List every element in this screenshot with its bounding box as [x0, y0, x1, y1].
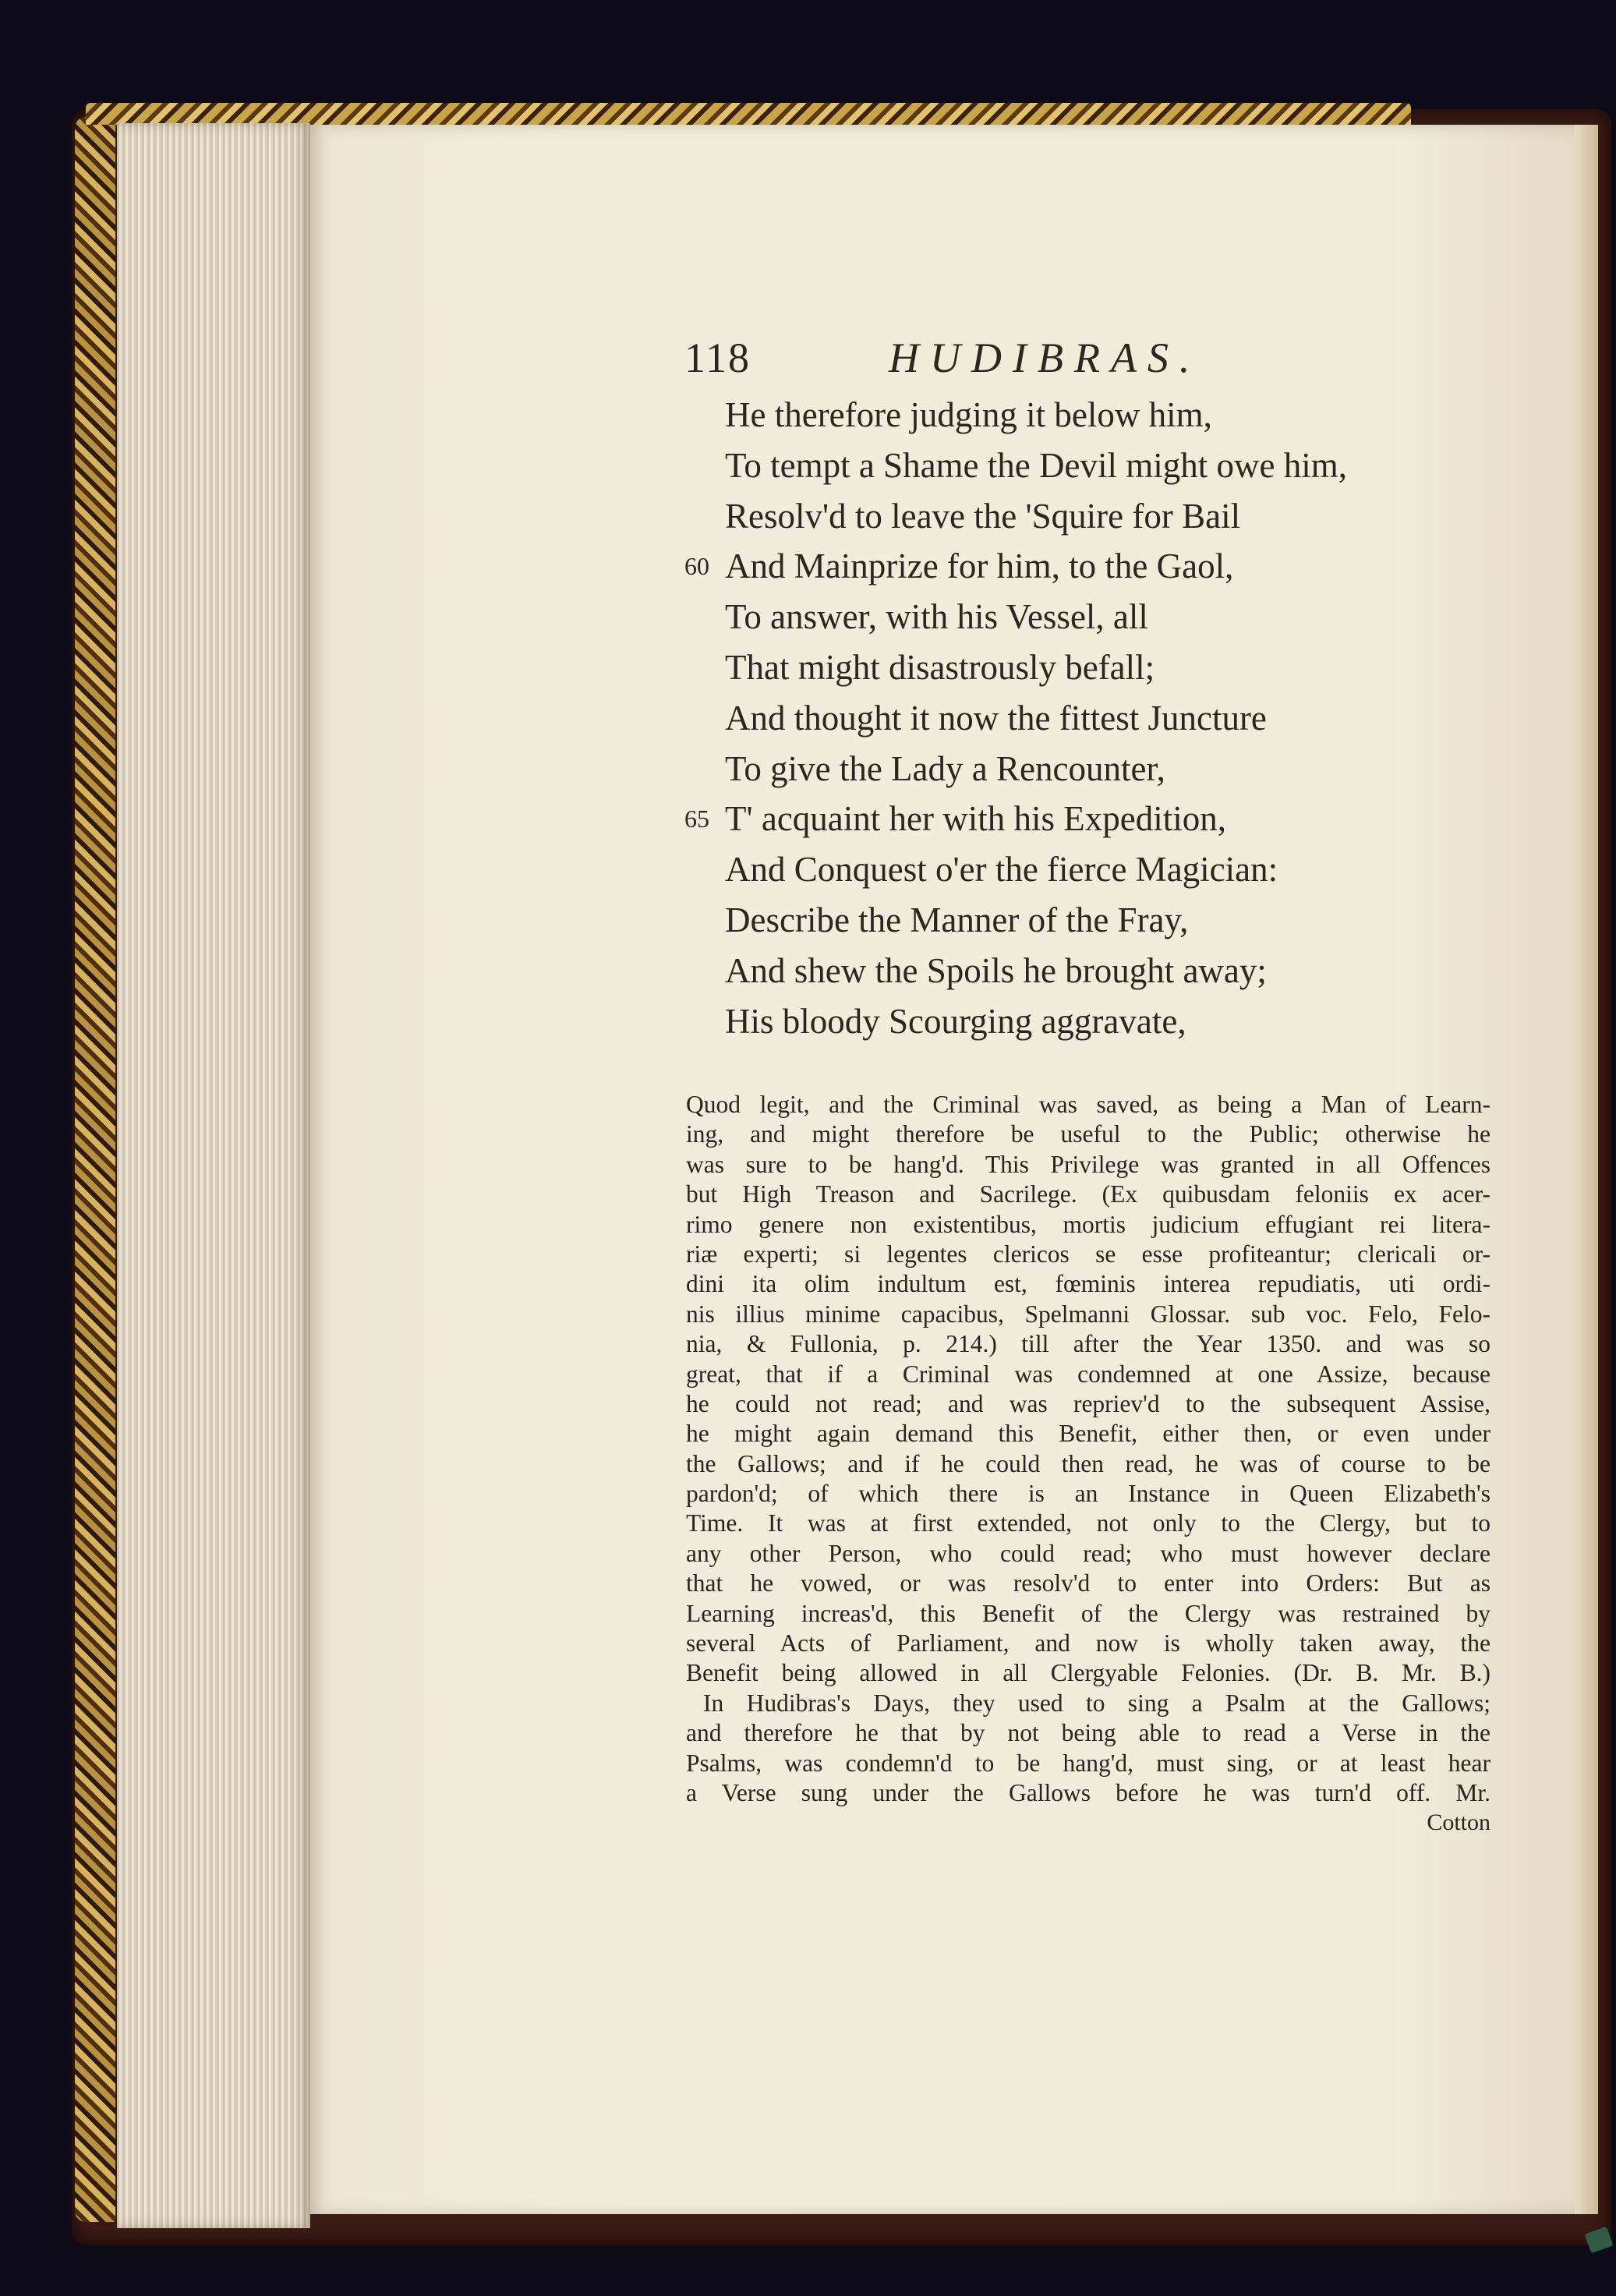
facing-page-edge	[1575, 125, 1598, 2214]
gilt-top-edge	[86, 103, 1411, 125]
verse-text: And thought it now the fittest Juncture	[725, 698, 1267, 738]
verse-text: Describe the Manner of the Fray,	[725, 900, 1189, 939]
footnote-block	[686, 1090, 1490, 1838]
page-number: 118	[684, 334, 751, 381]
note-line: several Acts of Parliament, and now is wholly taken away, the	[686, 1629, 1490, 1657]
note-line: In Hudibras's Days, they used to sing a Psalm at the Gallows;	[703, 1689, 1490, 1717]
note-line: a Verse sung under the Gallows before he was turn'd off. Mr.	[686, 1778, 1490, 1806]
note-line: riæ experti; si legentes clericos se esse profiteantur; clericali or-	[686, 1240, 1490, 1268]
line-number: 65	[684, 805, 709, 833]
note-line: great, that if a Criminal was condemned at one Assize, because	[686, 1360, 1490, 1388]
verse-line	[678, 541, 1536, 592]
note-line: dini ita olim indultum est, fœminis interea repudiatis, uti ordi-	[686, 1270, 1490, 1298]
verse-text: His bloody Scourging aggravate,	[725, 1001, 1186, 1041]
verse-text: And shew the Spoils he brought away;	[725, 950, 1267, 990]
verse-line	[678, 946, 1536, 996]
note-line: any other Person, who could read; who must however declare	[686, 1539, 1490, 1567]
note-line: that he vowed, or was resolv'd to enter into Orders: But as	[686, 1569, 1490, 1597]
verse-line	[678, 440, 1536, 491]
verse-text: To answer, with his Vessel, all	[725, 597, 1148, 637]
verse-line	[678, 744, 1536, 794]
verse-text: To give the Lady a Rencounter,	[725, 748, 1165, 788]
verse-text: T' acquaint her with his Expedition,	[725, 799, 1226, 839]
verse-line	[678, 895, 1536, 946]
verse-text: And Conquest o'er the fierce Magician:	[725, 850, 1278, 890]
page-block-edges	[117, 123, 310, 2228]
note-line: was sure to be hang'd. This Privilege was granted in all Offences	[686, 1150, 1490, 1178]
page-header	[684, 334, 1464, 384]
note-line: Psalms, was condemn'd to be hang'd, must sing, or at least hear	[686, 1749, 1490, 1777]
running-head: HUDIBRAS.	[889, 334, 1201, 381]
verse-text: And Mainprize for him, to the Gaol,	[725, 547, 1234, 586]
note-line: he might again demand this Benefit, either then, or even under	[686, 1420, 1490, 1448]
gilt-spine-edge	[75, 117, 115, 2222]
note-line: the Gallows; and if he could then read, he was of course to be	[686, 1449, 1490, 1477]
verse-line	[678, 996, 1536, 1047]
line-number: 60	[684, 552, 709, 581]
note-line: Benefit being allowed in all Clergyable Felonies. (Dr. B. Mr. B.)	[686, 1659, 1490, 1687]
note-line: Time. It was at first extended, not only to the Clergy, but to	[686, 1509, 1490, 1537]
verse-line	[678, 642, 1536, 693]
verse-block	[678, 390, 1536, 1046]
note-line: pardon'd; of which there is an Instance in Queen Elizabeth's	[686, 1480, 1490, 1508]
note-line: he could not read; and was repriev'd to the subsequent Assise,	[686, 1389, 1490, 1417]
verse-line	[678, 844, 1536, 895]
note-line: rimo genere non existentibus, mortis judicium effugiant rei litera-	[686, 1210, 1490, 1238]
note-line: nis illius minime capacibus, Spelmanni Glossar. sub voc. Felo, Felo-	[686, 1300, 1490, 1328]
note-line: Quod legit, and the Criminal was saved, as being a Man of Learn-	[686, 1091, 1490, 1118]
verse-line	[678, 592, 1536, 642]
verse-line	[678, 794, 1536, 844]
verse-line	[678, 491, 1536, 542]
verse-text: He therefore judging it below him,	[725, 395, 1212, 434]
verse-text: That might disastrously befall;	[725, 647, 1155, 687]
verse-line	[678, 693, 1536, 744]
note-line: but High Treason and Sacrilege. (Ex quibusdam feloniis ex acer-	[686, 1180, 1490, 1208]
verse-line	[678, 390, 1536, 440]
note-line: and therefore he that by not being able to read a Verse in the	[686, 1719, 1490, 1747]
note-line: Learning increas'd, this Benefit of the Clergy was restrained by	[686, 1599, 1490, 1627]
verse-text: Resolv'd to leave the 'Squire for Bail	[725, 496, 1241, 536]
note-line: ing, and might therefore be useful to the Public; otherwise he	[686, 1120, 1490, 1148]
catchword: Cotton	[1427, 1810, 1490, 1836]
verse-text: To tempt a Shame the Devil might owe him,	[725, 445, 1347, 485]
note-line: nia, & Fullonia, p. 214.) till after the Year 1350. and was so	[686, 1330, 1490, 1358]
